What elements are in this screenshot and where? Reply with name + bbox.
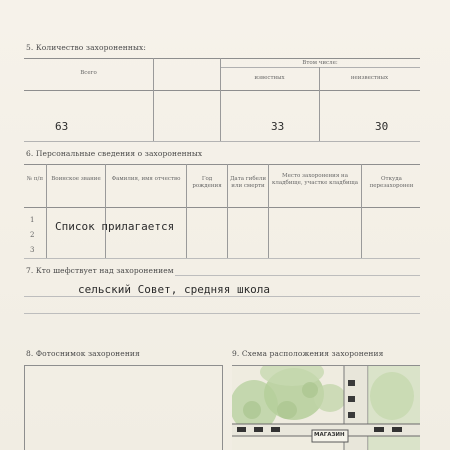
row-number-2: 2: [30, 231, 35, 239]
section7-title: 7. Кто шефствует над захоронением: [26, 266, 174, 275]
table6-divider-1: [46, 164, 47, 258]
table5-divider-2: [220, 58, 221, 141]
section6-title: 6. Персональные сведения о захороненных: [26, 149, 203, 158]
table6-divider-2: [105, 164, 106, 258]
section7-line-3: [24, 313, 420, 314]
map-label-shop: МАГАЗИН: [314, 432, 345, 438]
burial-location-scheme: [232, 366, 420, 450]
table6-divider-6: [361, 164, 362, 258]
col-reburied-from-label: Откуда перезахоронен: [369, 176, 414, 190]
section9-title: 9. Схема расположения захоронения: [232, 349, 384, 358]
value-unknown: 30: [375, 120, 389, 133]
table6-bottom-rule: [24, 258, 420, 259]
table6-divider-3: [186, 164, 187, 258]
col-death-date-label: Дата гибели или смерти: [229, 176, 267, 190]
section7-line-2: [24, 296, 420, 297]
section5-title: 5. Количество захороненных:: [26, 43, 146, 52]
col-total-label: Всего: [80, 70, 97, 76]
col-name-label: Фамилия, имя отчество: [111, 176, 181, 182]
section8-title: 8. Фотоснимок захоронения: [26, 349, 140, 358]
col-rank-label: Воинское звание: [51, 176, 101, 182]
row-number-3: 3: [30, 246, 35, 254]
typed-list-attached: Список прилагается: [55, 220, 175, 233]
table5-top-rule: [24, 58, 420, 59]
table6-divider-5: [268, 164, 269, 258]
table5-header-rule: [24, 90, 420, 91]
col-known-label: известных: [254, 75, 285, 81]
value-total: 63: [55, 120, 69, 133]
col-burial-place-label: Место захоронения на кладбище, участке кладбища: [271, 173, 359, 187]
value-known: 33: [271, 120, 285, 133]
table6-divider-4: [227, 164, 228, 258]
typed-patron: сельский Совет, средняя школа: [78, 283, 271, 296]
table5-bottom-rule: [24, 141, 420, 142]
col-unknown-label: неизвестных: [350, 75, 389, 81]
table5-divider-1: [153, 58, 154, 141]
trees-right-small: [314, 384, 346, 412]
col-birth-year-label: Год рождения: [192, 176, 222, 190]
section7-line-1: [175, 275, 420, 276]
photo-box: [24, 365, 223, 450]
row-number-1: 1: [30, 216, 35, 224]
col-including-label: Втом числе:: [302, 60, 338, 66]
col-number-label: № п/п: [26, 176, 44, 182]
